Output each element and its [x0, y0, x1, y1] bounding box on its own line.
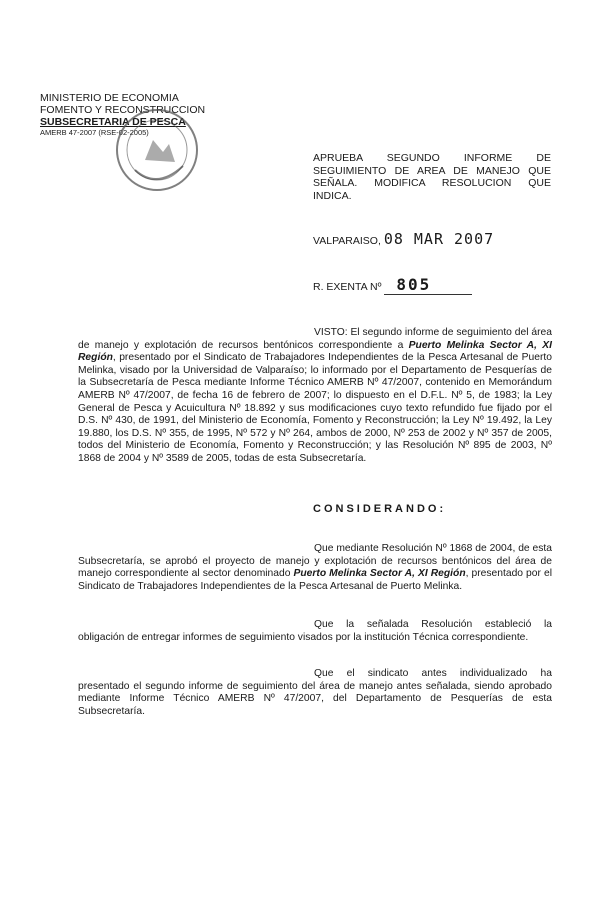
considerando-1-place: Puerto Melinka Sector A, XI Región	[293, 568, 466, 580]
subject-line: SEGUIMIENTO DE AREA DE MANEJO QUE	[313, 164, 551, 177]
resolution-number: 805	[384, 275, 472, 295]
considerando-paragraph-1	[78, 543, 552, 593]
subject-line: APRUEBA SEGUNDO INFORME DE	[313, 152, 551, 164]
ministry-name: MINISTERIO DE ECONOMIA	[40, 92, 179, 104]
date-line	[313, 230, 494, 248]
visto-place: Puerto Melinka Sector A, XI Región	[78, 339, 553, 364]
date-stamp: 08 MAR 2007	[383, 230, 495, 248]
document-reference: AMERB 47-2007 (RSE-02-2005)	[40, 128, 149, 137]
subject-line: INDICA.	[313, 189, 352, 202]
considerando-1-text-continued: , presentado por el Sindicato de Trabajadores Independientes de la Pesca Artesanal de Puerto Melinka.	[78, 568, 552, 592]
considerando-paragraph-3: Que el sindicato antes individualizado ha presentado el segundo informe de seguimiento del área de manejo antes señalada, siendo aprobado mediante Informe Técnico AMERB Nº 47/2007, del Departamento de Pesquerías de esta Subsecretaría.	[78, 668, 552, 717]
considerando-heading: CONSIDERANDO:	[313, 503, 447, 515]
date-label: VALPARAISO,	[313, 235, 381, 247]
subject-line: SEÑALA. MODIFICA RESOLUCION QUE	[313, 177, 551, 189]
undersecretariat-name: SUBSECRETARIA DE PESCA	[40, 116, 186, 128]
visto-paragraph	[78, 327, 552, 466]
official-seal-icon	[105, 100, 215, 210]
resolution-number-line	[313, 275, 472, 295]
visto-text-continued: , presentado por el Sindicato de Trabajadores Independientes de la Pesca Artesanal de Puerto Melinka, visado por la Universidad de Valparaíso; lo informado por el Departamento de Pesquerías de la Subsecretaría de Pesca mediante Informe Técnico AMERB Nº 47/2007, contenido en Memorándum AMERB Nº 47/2007, de fecha 16 de febrero de 2007; lo dispuesto en el D.F.L. Nº 5, de 1983; la Ley General de Pesca y Acuicultura Nº 18.892 y sus modificaciones cuyo texto refundido fue fijado por el D.S. Nº 430, de 1991, del Ministerio de Economía, Fomento y Reconstrucción; la Ley Nº 19.492, la Ley 19.880, los D.S. Nº 355, de 1995, Nº 572 y Nº 264, ambos de 2000, Nº 253 de 2002 y Nº 357 de 2005, todos del Ministerio de Economía, Fomento y Reconstrucción; y las Resolución Nº 895 de 2003, Nº 1868 de 2004 y Nº 3589 de 2005, todas de esta Subsecretaría.	[78, 352, 552, 464]
resolution-subject	[313, 152, 551, 202]
considerando-1-text: Que mediante Resolución Nº 1868 de 2004, de esta Subsecretaría, se aprobó el proyecto de manejo y explotación de recursos bentónicos del área de manejo correspondiente al sector denominado	[78, 543, 552, 580]
resolution-label: R. EXENTA Nº	[313, 281, 382, 293]
considerando-paragraph-2: Que la señalada Resolución estableció la obligación de entregar informes de seguimiento visados por la institución Técnica correspondiente.	[78, 619, 552, 643]
visto-text: VISTO: El segundo informe de seguimiento del área de manejo y explotación de recursos bentónicos correspondiente a	[78, 327, 552, 351]
ministry-subtitle: FOMENTO Y RECONSTRUCCION	[40, 104, 206, 116]
